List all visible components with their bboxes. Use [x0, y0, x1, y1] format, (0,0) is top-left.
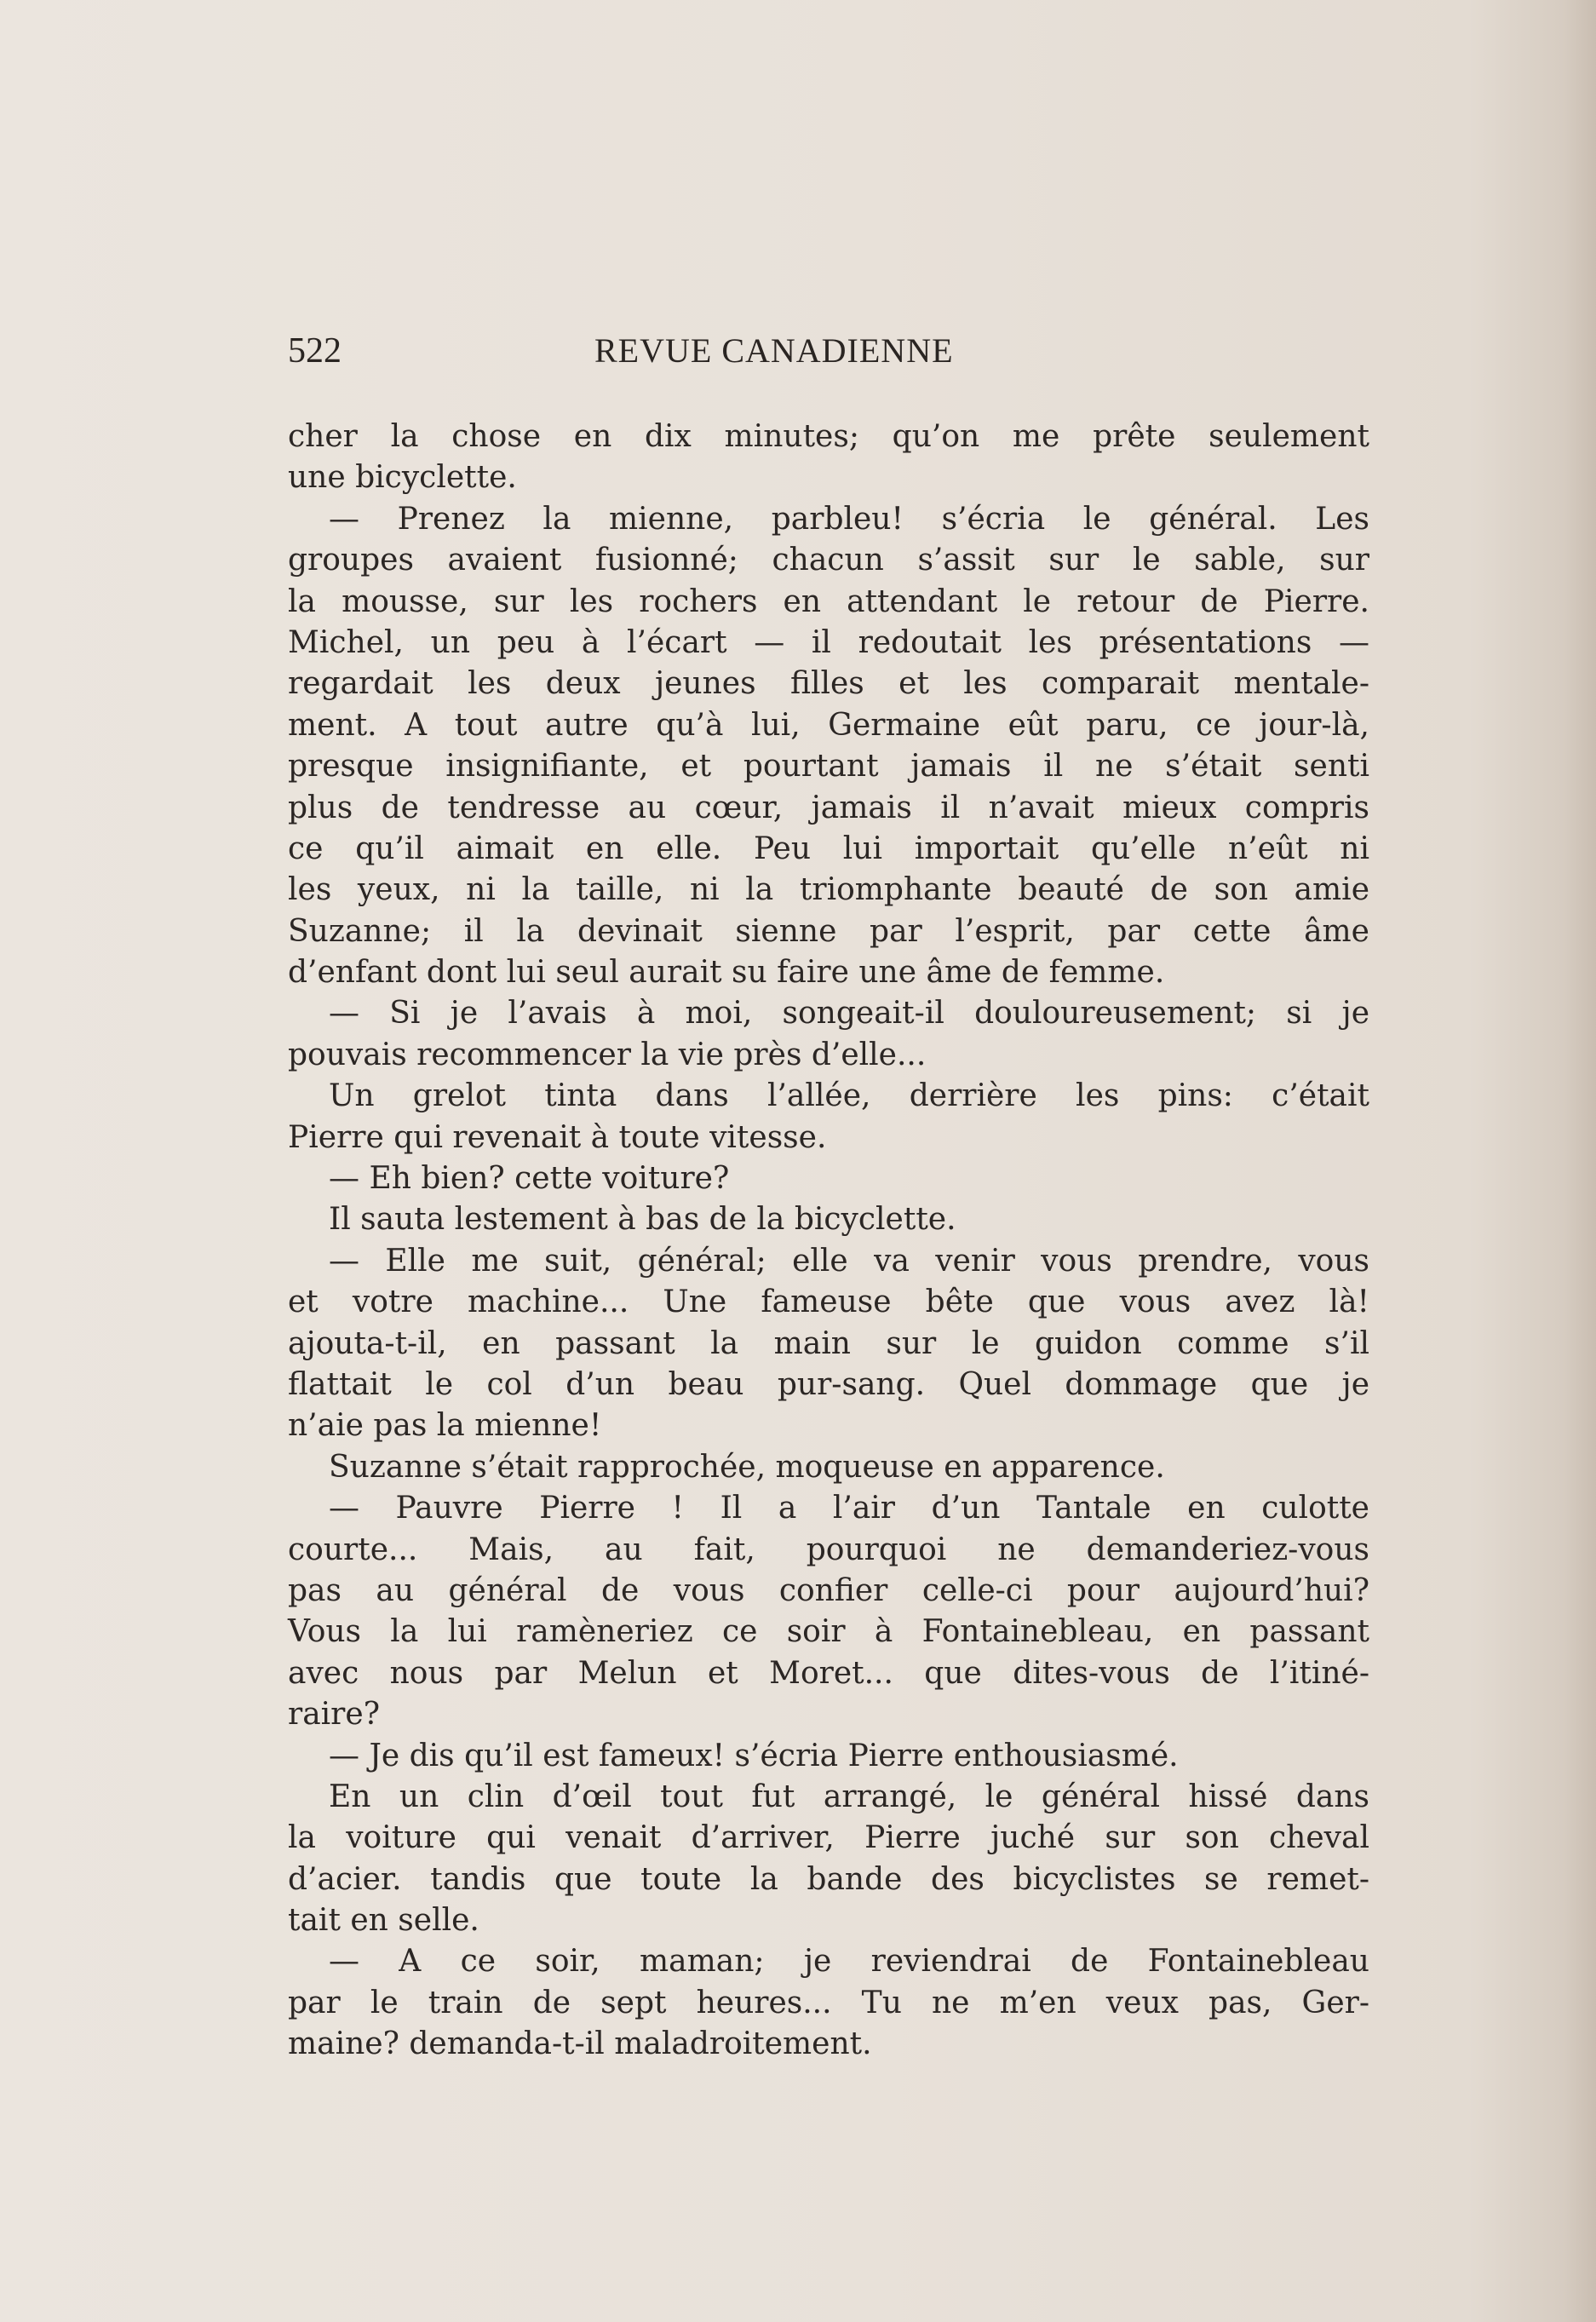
text-line: — A ce soir, maman; je reviendrai de Fontainebleau	[329, 1944, 1369, 1980]
body-text	[288, 417, 1369, 2066]
text-line: Suzanne; il la devinait sienne par l’esprit, par cette âme	[288, 913, 1369, 949]
text-line: groupes avaient fusionné; chacun s’assit sur le sable, sur	[288, 543, 1369, 578]
page-header	[288, 330, 1063, 382]
text-line: — Si je l’avais à moi, songeait-il douloureusement; si je	[329, 996, 1369, 1032]
running-title: REVUE CANADIENNE	[594, 331, 954, 370]
text-line: ajouta-t-il, en passant la main sur le guidon comme s’il	[288, 1325, 1369, 1361]
text-line: pouvais recommencer la vie près d’elle...	[288, 1037, 927, 1072]
text-line: avec nous par Melun et Moret... que dites-vous de l’itiné-	[288, 1655, 1369, 1691]
text-line: flattait le col d’un beau pur-sang. Quel dommage que je	[288, 1366, 1369, 1402]
text-line: une bicyclette.	[288, 460, 517, 496]
text-line: raire?	[288, 1697, 380, 1733]
text-line: En un clin d’œil tout fut arrangé, le général hissé dans	[329, 1779, 1369, 1814]
text-line: d’enfant dont lui seul aurait su faire une âme de femme.	[288, 955, 1165, 991]
text-line: — Prenez la mienne, parbleu! s’écria le général. Les	[329, 501, 1369, 537]
text-line: Michel, un peu à l’écart — il redoutait les présentations —	[288, 624, 1369, 660]
text-line: Un grelot tinta dans l’allée, derrière les pins: c’était	[329, 1078, 1369, 1114]
text-line: n’aie pas la mienne!	[288, 1408, 602, 1444]
text-line: — Eh bien? cette voiture?	[329, 1161, 730, 1197]
text-line: par le train de sept heures... Tu ne m’en veux pas, Ger-	[288, 1985, 1369, 2020]
text-line: Il sauta lestement à bas de la bicyclette.	[329, 1202, 956, 1238]
text-line: tait en selle.	[288, 1903, 479, 1939]
text-line: la voiture qui venait d’arriver, Pierre juché sur son cheval	[288, 1820, 1369, 1856]
text-line: — Je dis qu’il est fameux! s’écria Pierre enthousiasmé.	[329, 1738, 1179, 1773]
text-line: regardait les deux jeunes filles et les comparait mentale-	[288, 666, 1369, 702]
text-line: les yeux, ni la taille, ni la triomphante beauté de son amie	[288, 872, 1369, 908]
text-line: — Pauvre Pierre ! Il a l’air d’un Tantale en culotte	[329, 1491, 1369, 1526]
text-line: et votre machine... Une fameuse bête que vous avez là!	[288, 1285, 1369, 1320]
text-line: ment. A tout autre qu’à lui, Germaine eût paru, ce jour-là,	[288, 707, 1369, 743]
text-line: la mousse, sur les rochers en attendant le retour de Pierre.	[288, 583, 1369, 619]
text-line: ce qu’il aimait en elle. Peu lui importait qu’elle n’eût ni	[288, 831, 1369, 866]
text-line: presque insignifiante, et pourtant jamais il ne s’était senti	[288, 749, 1369, 785]
text-line: Vous la lui ramèneriez ce soir à Fontainebleau, en passant	[288, 1614, 1369, 1650]
text-line: — Elle me suit, général; elle va venir vous prendre, vous	[329, 1243, 1369, 1279]
text-line: Suzanne s’était rapprochée, moqueuse en apparence.	[329, 1449, 1165, 1485]
page-number: 522	[288, 331, 342, 371]
text-line: d’acier. tandis que toute la bande des bicyclistes se remet-	[288, 1861, 1369, 1897]
text-line: maine? demanda-t-il maladroitement.	[288, 2026, 872, 2062]
text-line: pas au général de vous confier celle-ci pour aujourd’hui?	[288, 1572, 1369, 1608]
text-line: plus de tendresse au cœur, jamais il n’avait mieux compris	[288, 790, 1369, 825]
text-line: courte... Mais, au fait, pourquoi ne demanderiez-vous	[288, 1532, 1369, 1567]
text-line: cher la chose en dix minutes; qu’on me prête seulement	[288, 419, 1369, 454]
text-line: Pierre qui revenait à toute vitesse.	[288, 1119, 827, 1155]
